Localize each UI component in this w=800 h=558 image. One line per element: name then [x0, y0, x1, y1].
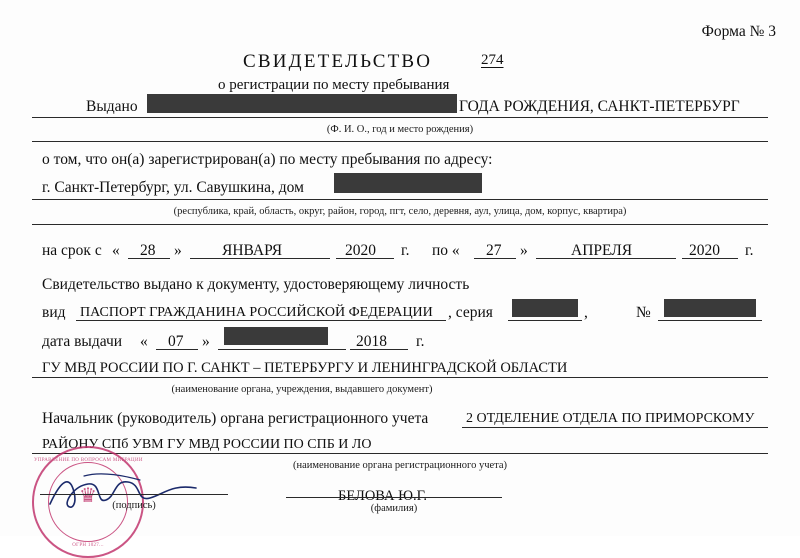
redaction-address — [334, 173, 482, 193]
identity-number-label: № — [636, 304, 651, 321]
caption-signature: (подпись) — [112, 500, 156, 511]
caption-address: (республика, край, область, округ, район, город, пгт, село, деревня, аул, улица, дом, корпус, квартира) — [173, 206, 627, 217]
rule-month-to — [536, 258, 676, 259]
chief-authority-line-2: РАЙОНУ СПб УВМ ГУ МВД РОССИИ ПО СПБ И ЛО — [42, 437, 372, 452]
rule-issued-to — [32, 117, 768, 118]
document-subtitle: о регистрации по месту пребывания — [218, 77, 450, 93]
rule-chief-2 — [32, 453, 768, 454]
rule-day-from — [128, 258, 170, 259]
term-day-from: 28 — [140, 242, 156, 259]
rule-year-to — [682, 258, 738, 259]
term-g-to: г. — [745, 242, 754, 259]
term-quote-open: « — [112, 242, 120, 259]
term-quote-close-2: » — [520, 242, 528, 259]
caption-chief-authority: (наименование органа регистрационного учета) — [292, 460, 508, 471]
identity-type-label: вид — [42, 304, 66, 321]
rule-number — [658, 320, 762, 321]
rule-signature — [40, 494, 228, 495]
issue-quote-close: » — [202, 333, 210, 350]
chief-surname: БЕЛОВА Ю.Г. — [338, 488, 428, 504]
identity-type-value: ПАСПОРТ ГРАЖДАНИНА РОССИЙСКОЙ ФЕДЕРАЦИИ — [80, 305, 433, 320]
redaction-number — [664, 299, 756, 317]
identity-comma: , — [584, 304, 588, 321]
term-month-from: ЯНВАРЯ — [222, 242, 283, 259]
redaction-issue-month — [224, 327, 328, 345]
redaction-series — [512, 299, 578, 317]
term-quote-close: » — [174, 242, 182, 259]
caption-surname: (фамилия) — [370, 503, 418, 514]
issued-to-value: ГОДА РОЖДЕНИЯ, САНКТ-ПЕТЕРБУРГ — [459, 98, 740, 115]
registration-statement: о том, что он(а) зарегистрирован(а) по месту пребывания по адресу: — [42, 151, 493, 168]
rule-surname — [286, 497, 502, 498]
rule-issue-year — [350, 349, 408, 350]
rule-year-from — [336, 258, 394, 259]
caption-fio: (Ф. И. О., год и место рождения) — [326, 124, 474, 135]
rule-issue-day — [156, 349, 198, 350]
term-to: по « — [432, 242, 460, 259]
term-g-from: г. — [401, 242, 410, 259]
term-year-from: 2020 — [345, 242, 376, 259]
rule-day-to — [474, 258, 516, 259]
term-prefix: на срок с — [42, 242, 102, 259]
rule-series — [508, 320, 582, 321]
stamp-bottom-text: ОГРН 1027... — [72, 543, 104, 548]
redaction-fio — [147, 94, 457, 113]
issue-day: 07 — [168, 333, 184, 350]
address-value: г. Санкт-Петербург, ул. Савушкина, дом — [42, 179, 304, 196]
term-year-to: 2020 — [689, 242, 720, 259]
identity-intro: Свидетельство выдано к документу, удостоверяющему личность — [42, 276, 470, 293]
rule-issue-month — [218, 349, 346, 350]
caption-issuing-authority: (наименование органа, учреждения, выдавшего документ) — [171, 384, 433, 395]
term-day-to: 27 — [486, 242, 502, 259]
issuing-authority: ГУ МВД РОССИИ ПО Г. САНКТ – ПЕТЕРБУРГУ И ЛЕНИНГРАДСКОЙ ОБЛАСТИ — [42, 360, 568, 376]
coat-of-arms-icon: ♛ — [79, 484, 97, 507]
rule-month-from — [190, 258, 330, 259]
stamp-top-text: УПРАВЛЕНИЕ ПО ВОПРОСАМ МИГРАЦИИ — [34, 458, 143, 463]
issue-year: 2018 — [356, 333, 387, 350]
form-number: Форма № 3 — [701, 23, 776, 40]
document-title: СВИДЕТЕЛЬСТВО — [243, 51, 433, 72]
rule-address — [32, 199, 768, 200]
rule-chief-1 — [462, 427, 768, 428]
identity-series-label: , серия — [448, 304, 493, 321]
issue-date-label: дата выдачи — [42, 333, 123, 350]
issue-quote-open: « — [140, 333, 148, 350]
term-month-to: АПРЕЛЯ — [571, 242, 633, 259]
rule-blank-1 — [32, 141, 768, 142]
issue-g: г. — [416, 333, 425, 350]
chief-authority-line-1: 2 ОТДЕЛЕНИЕ ОТДЕЛА ПО ПРИМОРСКОМУ — [466, 411, 755, 426]
chief-label: Начальник (руководитель) органа регистрационного учета — [42, 410, 429, 427]
rule-identity-type — [76, 320, 446, 321]
issued-to-label: Выдано — [86, 98, 138, 115]
certificate-number: 274 — [481, 52, 504, 68]
rule-blank-2 — [32, 224, 768, 225]
rule-issuing-authority — [32, 377, 768, 378]
